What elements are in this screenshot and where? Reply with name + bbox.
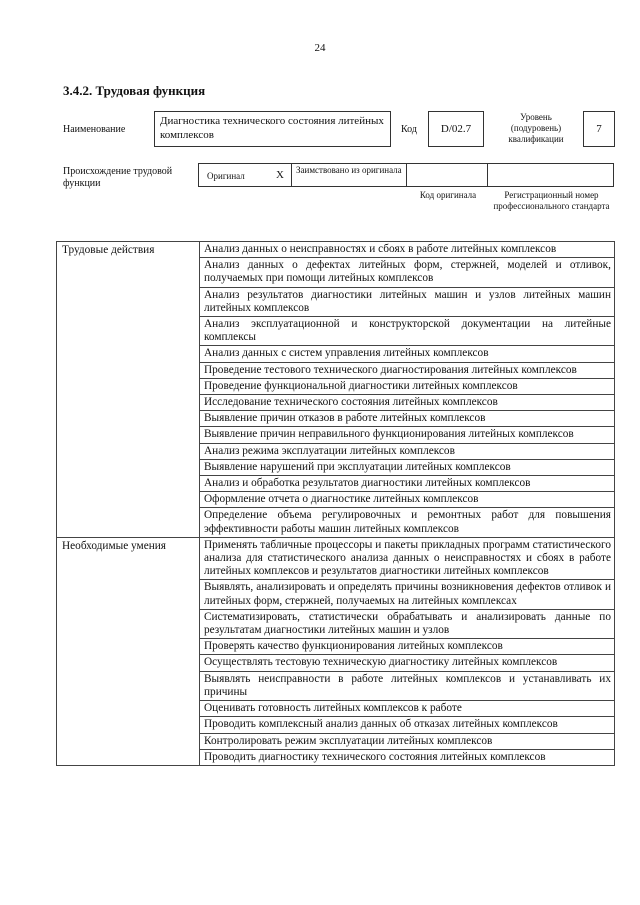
labor-actions-label: Трудовые действия	[57, 242, 200, 538]
labor-action-row-text: Выявление причин отказов в работе литейных комплексов	[200, 411, 615, 427]
labor-action-row-text: Анализ эксплуатационной и конструкторской документации на литейные комплексы	[200, 317, 615, 346]
skill-row-text: Выявлять, анализировать и определять причины возникновения дефектов отливок и литейных форм, стержней, получаемых на литейных комплексах	[200, 580, 615, 609]
function-name-value: Диагностика технического состояния литейных комплексов	[160, 115, 384, 141]
origin-divider-2	[406, 163, 407, 187]
skill-row-text: Осуществлять тестовую техническую диагностику литейных комплексов	[200, 655, 615, 671]
origin-divider-1	[291, 163, 292, 187]
labor-action-row-text: Анализ результатов диагностики литейных машин и узлов литейных машин литейных комплексов	[200, 287, 615, 316]
required-skills-section	[57, 537, 615, 765]
code-original-caption: Код оригинала	[419, 190, 477, 200]
skill-row	[57, 537, 615, 580]
labor-action-row-text: Определение объема регулировочных и ремонтных работ для повышения эффективности работы машин литейных комплексов	[200, 508, 615, 537]
code-box	[428, 111, 484, 147]
labor-action-row-text: Проведение тестового технического диагностирования литейных комплексов	[200, 362, 615, 378]
labor-action-row-text: Анализ режима эксплуатации литейных комплексов	[200, 443, 615, 459]
labor-action-row-text: Анализ данных о неисправностях и сбоях в работе литейных комплексов	[200, 242, 615, 258]
labor-action-row-text: Исследование технического состояния литейных комплексов	[200, 395, 615, 411]
level-label: Уровень (подуровень) квалификации	[508, 112, 564, 144]
original-label: Оригинал	[207, 171, 245, 181]
skill-row-text: Применять табличные процессоры и пакеты прикладных программ статистического анализа для статистического анализа данных о неисправностях и сбоях в работе литейных комплексов и результатов диагностики литейных комплексов	[200, 537, 615, 580]
borrowed-label: Заимствовано из оригинала	[296, 165, 402, 175]
name-label: Наименование	[63, 124, 126, 135]
labor-action-row-text: Анализ данных с систем управления литейных комплексов	[200, 346, 615, 362]
labor-actions-section	[57, 242, 615, 538]
labor-action-row-text: Выявление нарушений при эксплуатации литейных комплексов	[200, 459, 615, 475]
origin-label: Происхождение трудовой функции	[63, 166, 173, 189]
function-name-box	[154, 111, 391, 147]
skill-row-text: Выявлять неисправности в работе литейных комплексов и устанавливать их причины	[200, 671, 615, 700]
labor-action-row-text: Анализ и обработка результатов диагностики литейных комплексов	[200, 476, 615, 492]
labor-action-row-text: Выявление причин неправильного функционирования литейных комплексов	[200, 427, 615, 443]
level-box	[583, 111, 615, 147]
skill-row-text: Оценивать готовность литейных комплексов к работе	[200, 701, 615, 717]
skill-row-text: Контролировать режим эксплуатации литейных комплексов	[200, 733, 615, 749]
skill-row-text: Проводить диагностику технического состояния литейных комплексов	[200, 749, 615, 765]
reg-number-caption: Регистрационный номер профессионального стандарта	[493, 190, 610, 211]
level-value: 7	[596, 123, 602, 135]
page-number: 24	[314, 42, 326, 54]
function-table	[56, 241, 615, 766]
skill-row-text: Систематизировать, статистически обрабатывать и анализировать данные по результатам диагностики литейных машин и узлов	[200, 609, 615, 638]
origin-divider-3	[487, 163, 488, 187]
original-mark: X	[276, 169, 284, 181]
section-title: 3.4.2. Трудовая функция	[63, 83, 206, 98]
required-skills-label: Необходимые умения	[57, 537, 200, 765]
skill-row-text: Проводить комплексный анализ данных об отказах литейных комплексов	[200, 717, 615, 733]
skill-row-text: Проверять качество функционирования литейных комплексов	[200, 639, 615, 655]
labor-action-row	[57, 242, 615, 258]
labor-action-row-text: Анализ данных о дефектах литейных форм, стержней, моделей и отливок, получаемых при помощи литейных комплексов	[200, 258, 615, 287]
code-label: Код	[401, 124, 417, 135]
labor-action-row-text: Проведение функциональной диагностики литейных комплексов	[200, 378, 615, 394]
code-value: D/02.7	[440, 123, 472, 135]
labor-action-row-text: Оформление отчета о диагностике литейных комплексов	[200, 492, 615, 508]
